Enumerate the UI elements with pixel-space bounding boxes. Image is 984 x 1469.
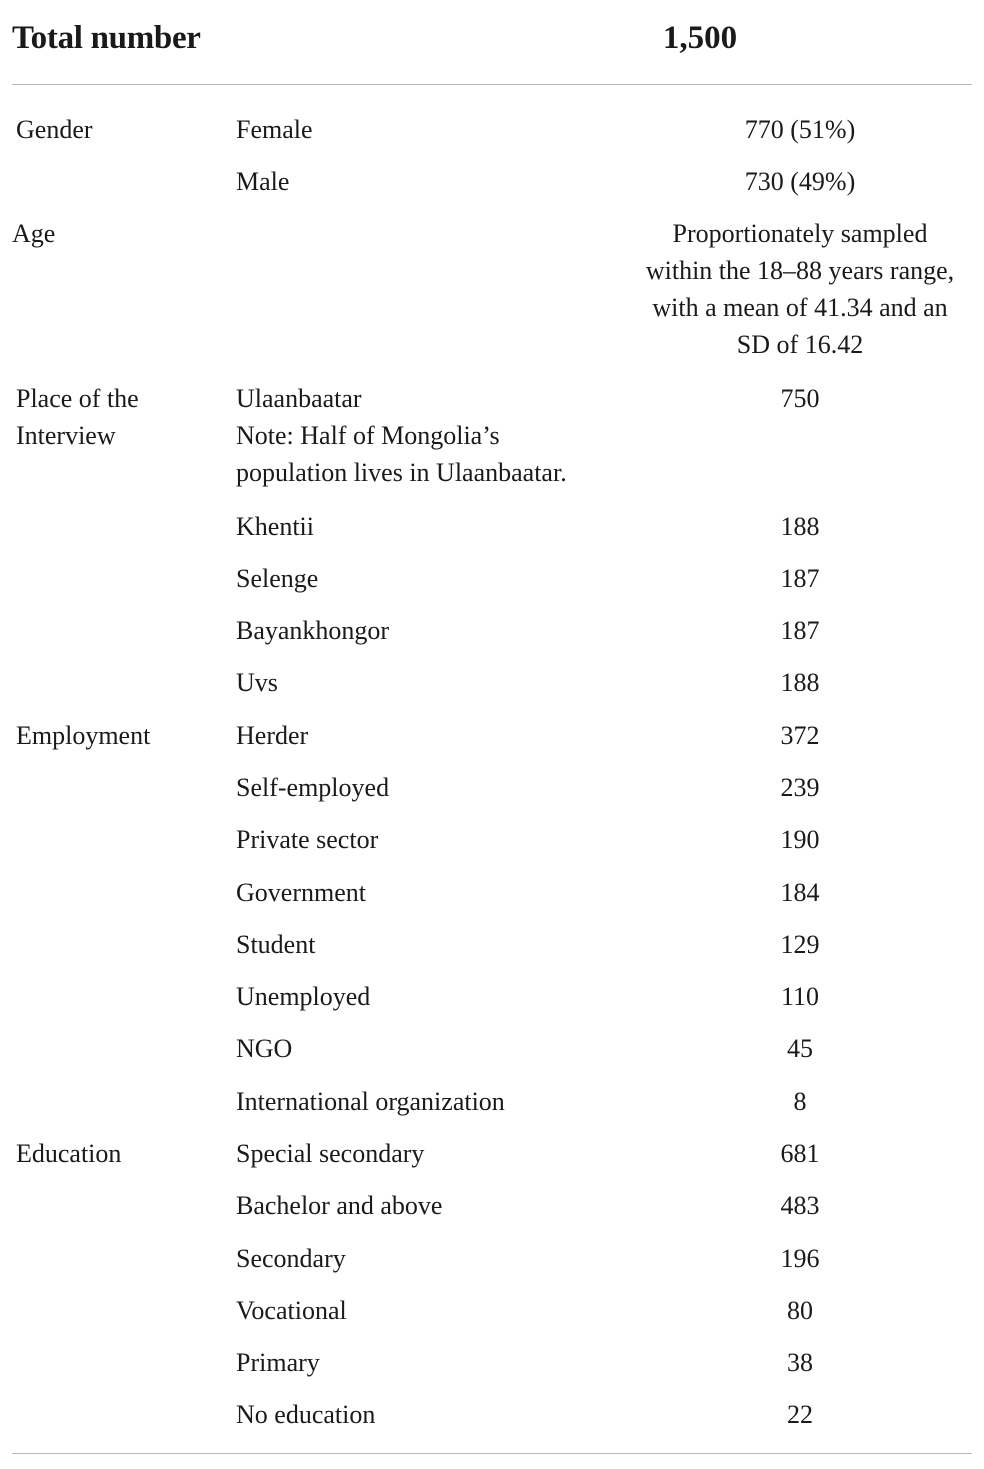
row-value: 770 (51%) [744, 115, 856, 144]
demographics-table [12, 0, 972, 1429]
row-subcategory: Female [236, 115, 313, 144]
total-number-value: 1,500 [662, 20, 738, 56]
row-value: 730 (49%) [744, 167, 856, 196]
row-value: 187 [780, 564, 820, 593]
age-description-line: with a mean of 41.34 and an [652, 293, 948, 322]
row-subcategory: NGO [236, 1034, 293, 1063]
row-subcategory: Student [236, 930, 316, 959]
header-divider [12, 84, 972, 85]
age-description-line: within the 18–88 years range, [645, 256, 955, 285]
row-subcategory-note: Note: Half of Mongolia’s [236, 421, 500, 450]
row-value: 129 [780, 930, 820, 959]
row-subcategory: Male [236, 167, 290, 196]
row-subcategory-note: population lives in Ulaanbaatar. [236, 458, 567, 487]
row-value: 750 [780, 384, 820, 413]
total-number-label: Total number [12, 20, 201, 56]
row-subcategory: Self-employed [236, 773, 390, 802]
row-subcategory: Vocational [236, 1296, 347, 1325]
row-value: 38 [787, 1348, 813, 1377]
row-value: 239 [780, 773, 820, 802]
row-value: 45 [787, 1034, 813, 1063]
row-value: 110 [780, 982, 820, 1011]
row-value: 188 [780, 512, 820, 541]
row-value: 483 [780, 1191, 820, 1220]
row-value: 187 [780, 616, 820, 645]
age-description-line: Proportionately sampled [672, 219, 928, 248]
row-subcategory: Secondary [236, 1244, 346, 1273]
row-subcategory: Selenge [236, 564, 319, 593]
row-value: 80 [787, 1296, 813, 1325]
row-subcategory: Primary [236, 1348, 320, 1377]
row-value: 22 [787, 1400, 813, 1429]
row-subcategory: Special secondary [236, 1139, 425, 1168]
row-subcategory: Private sector [236, 825, 379, 854]
row-subcategory: No education [236, 1400, 376, 1429]
place-label-line: Interview [16, 421, 116, 450]
gender-label: Gender [16, 115, 93, 144]
row-value: 8 [793, 1087, 807, 1116]
row-value: 190 [780, 825, 820, 854]
row-subcategory: Herder [236, 721, 309, 750]
row-value: 372 [780, 721, 820, 750]
row-value: 184 [780, 878, 820, 907]
row-subcategory [236, 380, 636, 491]
age-description-line: SD of 16.42 [736, 330, 864, 359]
row-subcategory: Government [236, 878, 366, 907]
table-header-row [12, 0, 972, 84]
age-description [620, 215, 980, 363]
row-value: 188 [780, 668, 820, 697]
row-subcategory: International organization [236, 1087, 505, 1116]
place-label [16, 380, 226, 454]
row-value: 681 [780, 1139, 820, 1168]
education-label: Education [16, 1139, 122, 1168]
row-subcategory: Uvs [236, 668, 278, 697]
row-subcategory: Unemployed [236, 982, 371, 1011]
row-subcategory: Bayankhongor [236, 616, 390, 645]
bottom-divider [12, 1453, 972, 1454]
row-subcategory: Bachelor and above [236, 1191, 443, 1220]
age-label: Age [12, 219, 56, 248]
row-subcategory-line: Ulaanbaatar [236, 384, 362, 413]
row-value: 196 [780, 1244, 820, 1273]
row-subcategory: Khentii [236, 512, 314, 541]
place-label-line: Place of the [16, 384, 139, 413]
employment-label: Employment [16, 721, 151, 750]
